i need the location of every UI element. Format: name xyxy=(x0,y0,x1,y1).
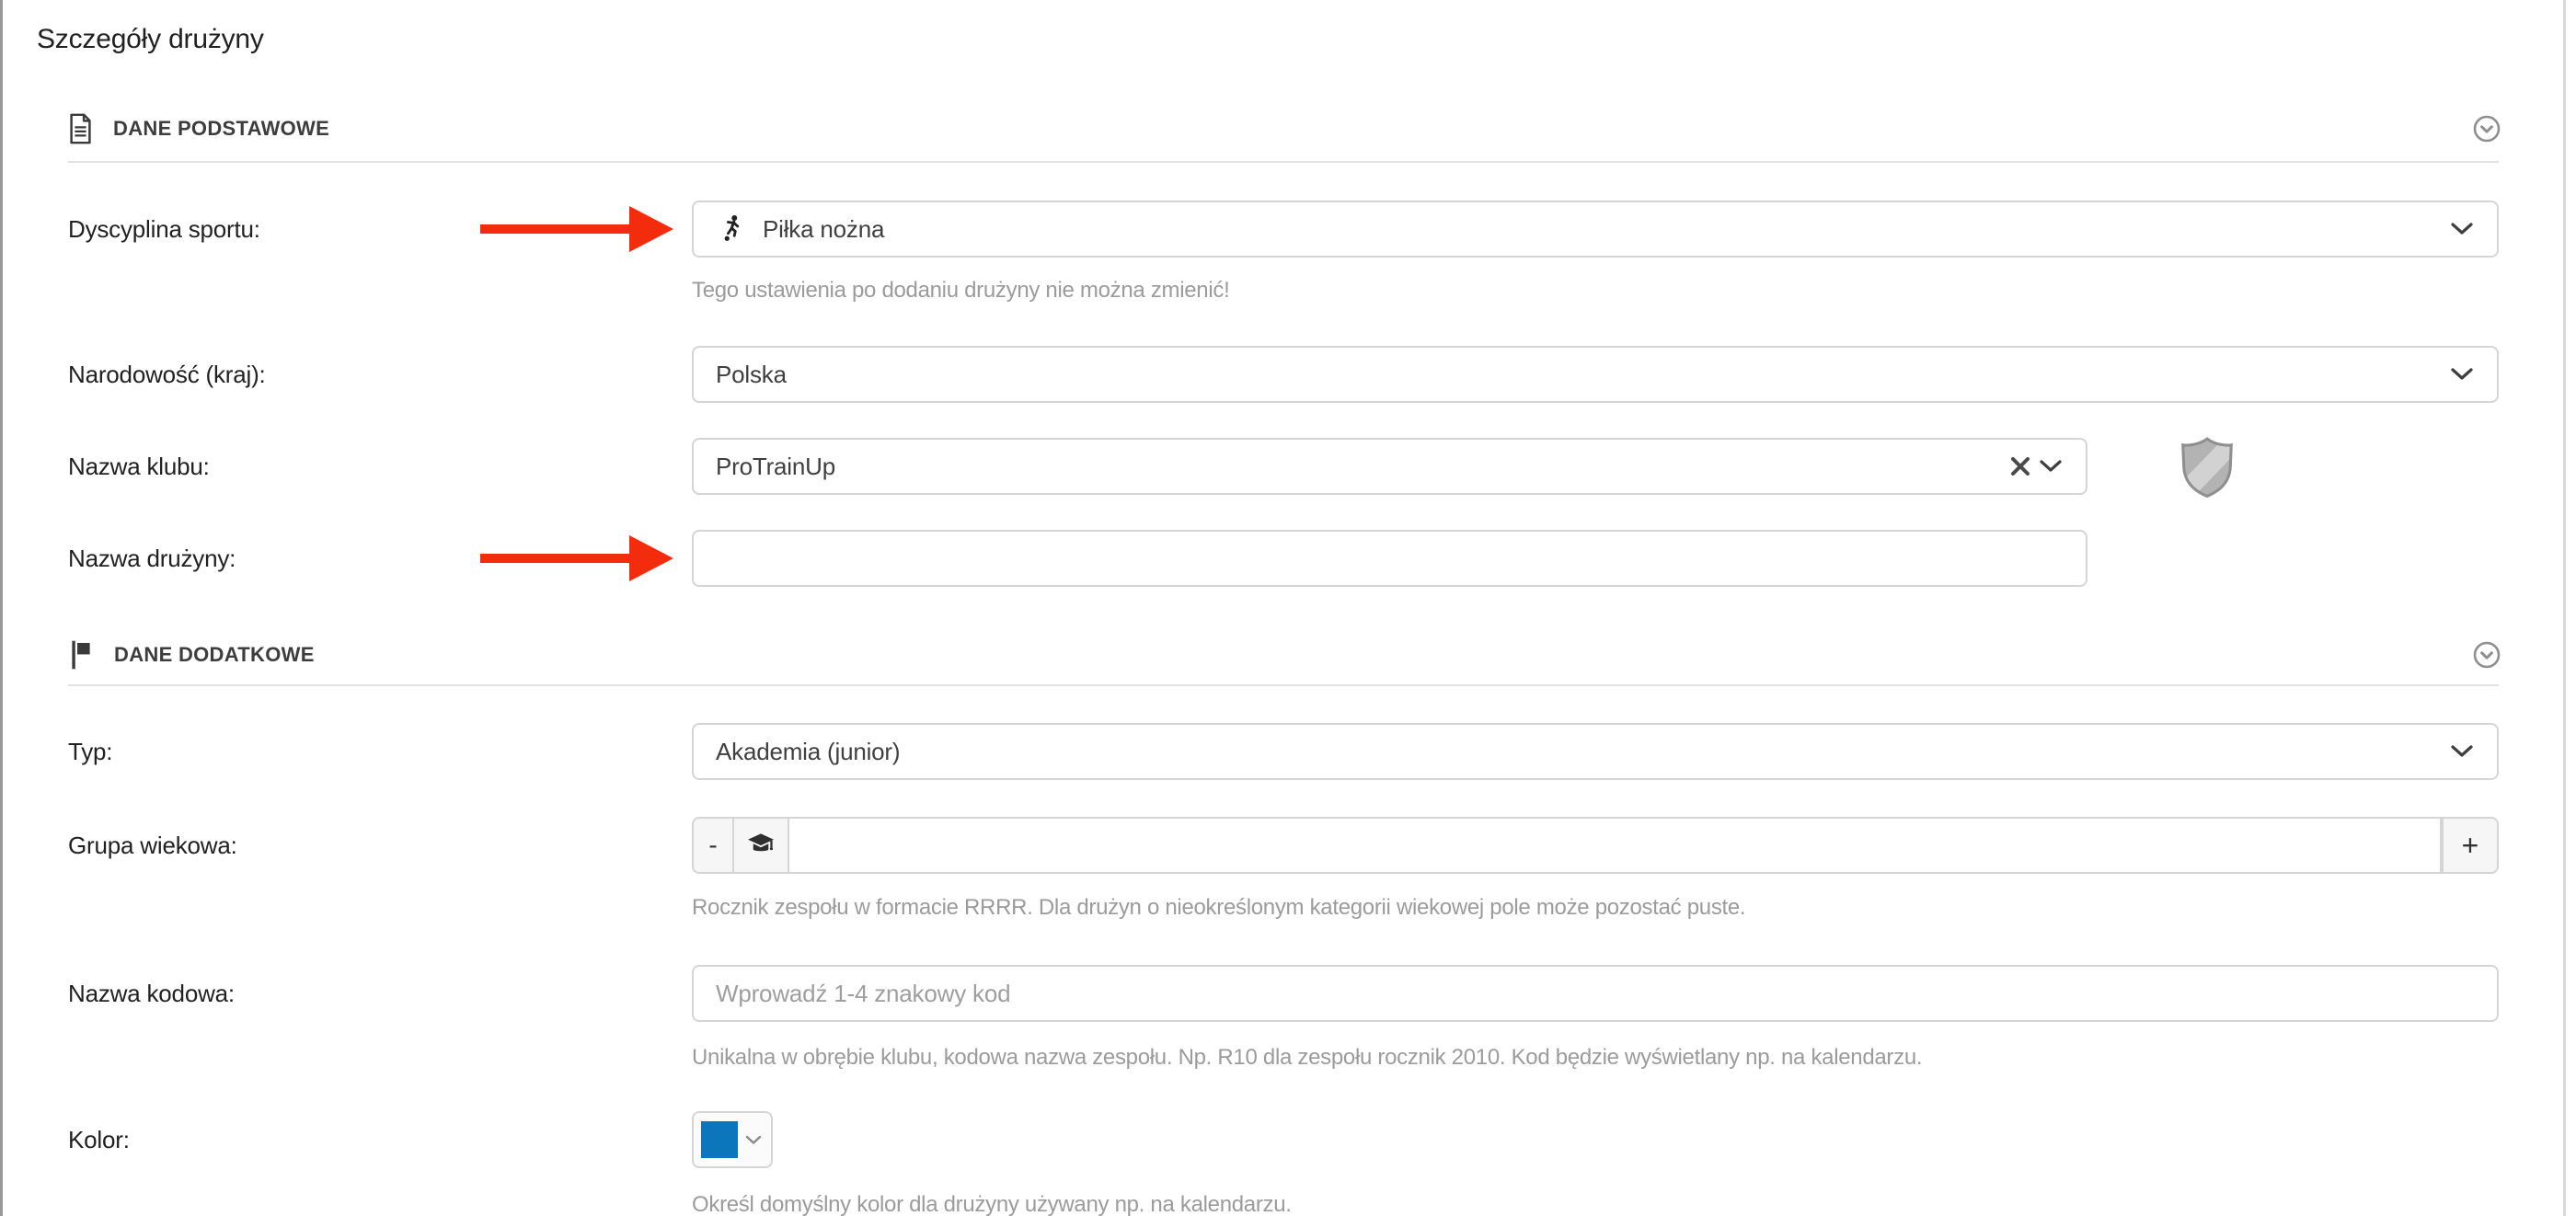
team-name-label: Nazwa drużyny: xyxy=(68,545,236,572)
x-clear-icon[interactable] xyxy=(2008,454,2032,478)
color-picker-button[interactable] xyxy=(692,1111,773,1168)
age-group-help: Rocznik zespołu w formacie RRRR. Dla drużyn o nieokreślonym kategorii wiekowej pole może pozostać puste. xyxy=(692,895,1746,920)
club-label: Nazwa klubu: xyxy=(68,453,210,480)
section-collapse-button[interactable] xyxy=(2472,640,2501,670)
nationality-value: Polska xyxy=(716,360,787,388)
section-divider xyxy=(68,684,2499,686)
right-edge-line xyxy=(2563,0,2566,1216)
nationality-label: Narodowość (kraj): xyxy=(68,361,266,388)
type-select[interactable] xyxy=(692,723,2499,780)
type-label: Typ: xyxy=(68,738,113,765)
soccer-player-icon xyxy=(718,213,745,245)
code-name-input[interactable] xyxy=(692,965,2499,1022)
color-swatch xyxy=(701,1121,738,1158)
section-header-dane-podstawowe xyxy=(68,103,329,155)
graduation-cap-button[interactable] xyxy=(732,817,789,874)
chevron-down-circle-icon xyxy=(2472,640,2501,670)
age-group-input[interactable] xyxy=(788,817,2442,874)
team-name-input[interactable] xyxy=(692,530,2087,587)
code-name-help: Unikalna w obrębie klubu, kodowa nazwa zespołu. Np. R10 dla zespołu rocznik 2010. Kod będzie wyświetlany np. na kalendarzu. xyxy=(692,1045,1923,1070)
section-header-dane-dodatkowe xyxy=(68,629,315,681)
annotation-arrow xyxy=(480,206,673,252)
section-divider xyxy=(68,161,2499,163)
chevron-down-icon xyxy=(2040,460,2062,473)
page-title: Szczegóły drużyny xyxy=(37,24,264,54)
graduation-cap-icon xyxy=(746,832,776,858)
chevron-down-icon xyxy=(2451,223,2473,235)
discipline-value: Piłka nożna xyxy=(763,214,885,243)
discipline-label: Dyscyplina sportu: xyxy=(68,215,260,243)
chevron-down-icon xyxy=(2451,368,2473,381)
section-title: DANE DODATKOWE xyxy=(114,643,315,666)
chevron-down-circle-icon xyxy=(2472,114,2501,143)
left-edge-line xyxy=(0,0,3,1216)
document-icon xyxy=(68,113,93,144)
nationality-select[interactable] xyxy=(692,346,2499,403)
shield-placeholder-icon xyxy=(2177,436,2237,503)
color-label: Kolor: xyxy=(68,1126,130,1153)
chevron-down-icon xyxy=(2451,745,2473,758)
annotation-arrow xyxy=(480,535,673,581)
discipline-select[interactable] xyxy=(692,201,2499,258)
color-help: Określ domyślny kolor dla drużyny używany np. na kalendarzu. xyxy=(692,1192,1292,1216)
increment-button[interactable]: + xyxy=(2442,817,2499,874)
age-group-control xyxy=(692,817,2499,874)
type-value: Akademia (junior) xyxy=(716,737,901,765)
club-value: ProTrainUp xyxy=(716,452,835,480)
flag-icon xyxy=(68,639,94,671)
section-collapse-button[interactable] xyxy=(2472,114,2501,143)
discipline-help: Tego ustawienia po dodaniu drużyny nie można zmienić! xyxy=(692,278,1230,303)
section-title: DANE PODSTAWOWE xyxy=(113,117,330,140)
chevron-down-icon xyxy=(745,1135,762,1145)
club-select[interactable] xyxy=(692,438,2087,495)
decrement-button[interactable]: - xyxy=(692,817,734,874)
code-name-label: Nazwa kodowa: xyxy=(68,980,235,1007)
age-group-label: Grupa wiekowa: xyxy=(68,832,237,859)
